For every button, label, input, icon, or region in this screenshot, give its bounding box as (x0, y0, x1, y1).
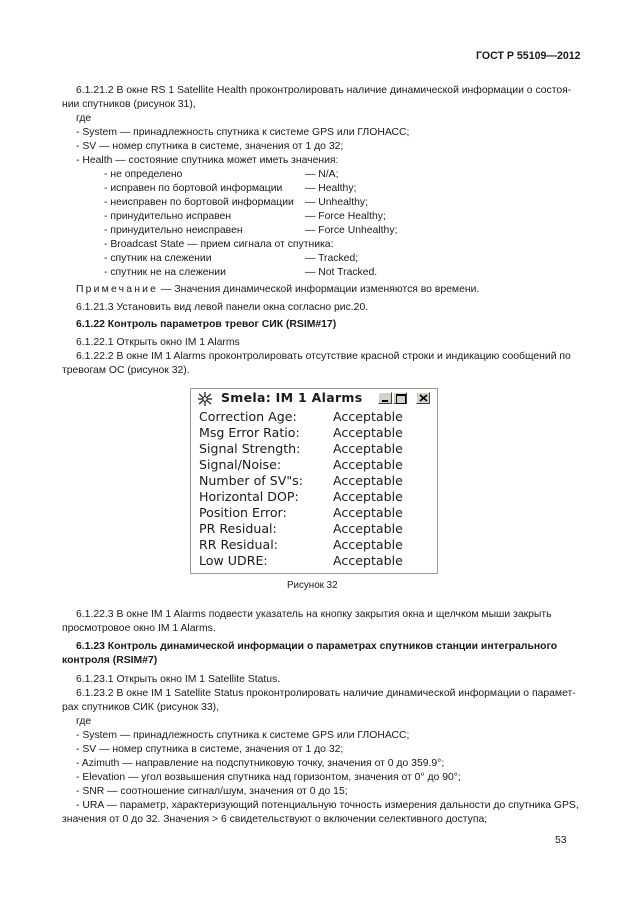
paragraph-line: значения от 0 до 32. Значения > 6 свидетельствуют о включении селективного доступа; (62, 814, 488, 825)
alarm-value: Acceptable (333, 537, 403, 552)
note-label: Примечание (76, 284, 159, 295)
alarm-label: Low UDRE: (199, 553, 268, 568)
paragraph-line: 6.1.22.3 В окне IM 1 Alarms подвести указатель на кнопку закрытия окна и щелчком мыши закрыть (76, 609, 552, 620)
alarm-label: Horizontal DOP: (199, 489, 299, 504)
figure-caption: Рисунок 32 (287, 580, 338, 591)
alarm-value: Acceptable (333, 441, 403, 456)
list-item: - System — принадлежность спутника к системе GPS или ГЛОНАСС; (76, 127, 410, 138)
satellite-icon (197, 392, 213, 406)
health-value-ru: - исправен по бортовой информации (104, 183, 283, 194)
paragraph-line: нии спутников (рисунок 31), (62, 99, 196, 110)
window-title: Smela: IM 1 Alarms (221, 390, 363, 405)
health-value-ru: - принудительно исправен (104, 211, 232, 222)
note-text: — Значения динамической информации изменяются во времени. (158, 284, 480, 295)
alarm-row (199, 425, 429, 441)
health-value-en: — Force Unhealthy; (305, 225, 398, 236)
alarm-label: RR Residual: (199, 537, 278, 552)
paragraph-line: рах спутников СИК (рисунок 33), (62, 702, 220, 713)
section-heading: контроля (RSIM#7) (62, 655, 158, 666)
page-number: 53 (555, 835, 567, 846)
alarm-row (199, 457, 429, 473)
alarm-value: Acceptable (333, 505, 403, 520)
list-item: - URA — параметр, характеризующий потенциальную точность измерения дальности до спутника GPS, (76, 800, 579, 811)
list-item: - System — принадлежность спутника к системе GPS или ГЛОНАСС; (76, 730, 410, 741)
health-value-ru: - не определено (104, 169, 183, 180)
list-item: - Azimuth — направление на подспутниковую точку, значения от 0 до 359.9°; (76, 758, 445, 769)
health-value-ru: - принудительно неисправен (104, 225, 243, 236)
minimize-icon (382, 400, 388, 402)
paragraph-line: 6.1.23.1 Открыть окно IM 1 Satellite Status. (76, 674, 281, 685)
list-item: - Elevation — угол возвышения спутника над горизонтом, значения от 0° до 90°; (76, 772, 461, 783)
paragraph-line: где (76, 113, 92, 124)
paragraph-line: где (76, 716, 92, 727)
health-value-en: — N/A; (305, 169, 339, 180)
health-value-en: — Force Healthy; (305, 211, 386, 222)
paragraph-line: тревогам ОС (рисунок 32). (62, 365, 190, 376)
alarm-label: Signal/Noise: (199, 457, 282, 472)
list-item: - Health — состояние спутника может иметь значения: (76, 155, 339, 166)
health-value-en: — Healthy; (305, 183, 357, 194)
list-item: - SV — номер спутника в системе, значения от 1 до 32; (76, 744, 344, 755)
note (76, 283, 479, 297)
minimize-button[interactable] (378, 392, 392, 404)
paragraph-line: 6.1.22.1 Открыть окно IM 1 Alarms (76, 337, 240, 348)
list-item: - SNR — соотношение сигнал/шум, значения от 0 до 15; (76, 786, 348, 797)
alarm-row (199, 505, 429, 521)
paragraph-line: 6.1.21.2 В окне RS 1 Satellite Health проконтролировать наличие динамической информации о состоя- (76, 85, 572, 96)
maximize-icon (396, 394, 406, 404)
paragraph-line: 6.1.21.3 Установить вид левой панели окна согласно рис.20. (76, 302, 369, 313)
broadcast-value-ru: - спутник на слежении (104, 253, 212, 264)
close-button[interactable] (416, 392, 430, 404)
alarm-value: Acceptable (333, 489, 403, 504)
alarm-label: Correction Age: (199, 409, 297, 424)
alarm-row (199, 489, 429, 505)
alarm-row (199, 441, 429, 457)
section-heading: 6.1.23 Контроль динамической информации о параметрах спутников станции интегрального (76, 641, 558, 652)
health-value-ru: - неисправен по бортовой информации (104, 197, 294, 208)
alarm-value: Acceptable (333, 521, 403, 536)
alarm-row (199, 473, 429, 489)
alarm-row (199, 537, 429, 553)
alarm-label: Signal Strength: (199, 441, 301, 456)
alarm-window (190, 388, 438, 574)
alarm-row (199, 521, 429, 537)
document-header: ГОСТ Р 55109—2012 (476, 50, 581, 62)
alarm-value: Acceptable (333, 553, 403, 568)
alarm-value: Acceptable (333, 409, 403, 424)
list-item: - Broadcast State — прием сигнала от спутника: (104, 239, 334, 250)
broadcast-value-ru: - спутник не на слежении (104, 267, 226, 278)
paragraph-line: 6.1.23.2 В окне IM 1 Satellite Status проконтролировать наличие динамической информации о парамет- (76, 688, 576, 699)
window-titlebar[interactable] (191, 389, 437, 408)
paragraph-line: просмотровое окно IM 1 Alarms. (62, 623, 216, 634)
paragraph-line: 6.1.22.2 В окне IM 1 Alarms проконтролировать отсутствие красной строки и индикацию сообщений по (76, 351, 571, 362)
maximize-button[interactable] (393, 392, 407, 404)
alarm-row (199, 409, 429, 425)
list-item: - SV — номер спутника в системе, значения от 1 до 32; (76, 141, 344, 152)
alarm-row (199, 553, 429, 569)
alarm-value: Acceptable (333, 457, 403, 472)
alarm-label: Msg Error Ratio: (199, 425, 300, 440)
health-value-en: — Unhealthy; (305, 197, 368, 208)
section-heading: 6.1.22 Контроль параметров тревог СИК (RSIM#17) (76, 319, 337, 330)
broadcast-value-en: — Tracked; (305, 253, 359, 264)
broadcast-value-en: — Not Tracked. (305, 267, 378, 278)
alarm-value: Acceptable (333, 473, 403, 488)
alarm-value: Acceptable (333, 425, 403, 440)
alarm-label: PR Residual: (199, 521, 277, 536)
alarm-label: Position Error: (199, 505, 287, 520)
close-icon (419, 394, 428, 402)
alarm-label: Number of SV"s: (199, 473, 303, 488)
